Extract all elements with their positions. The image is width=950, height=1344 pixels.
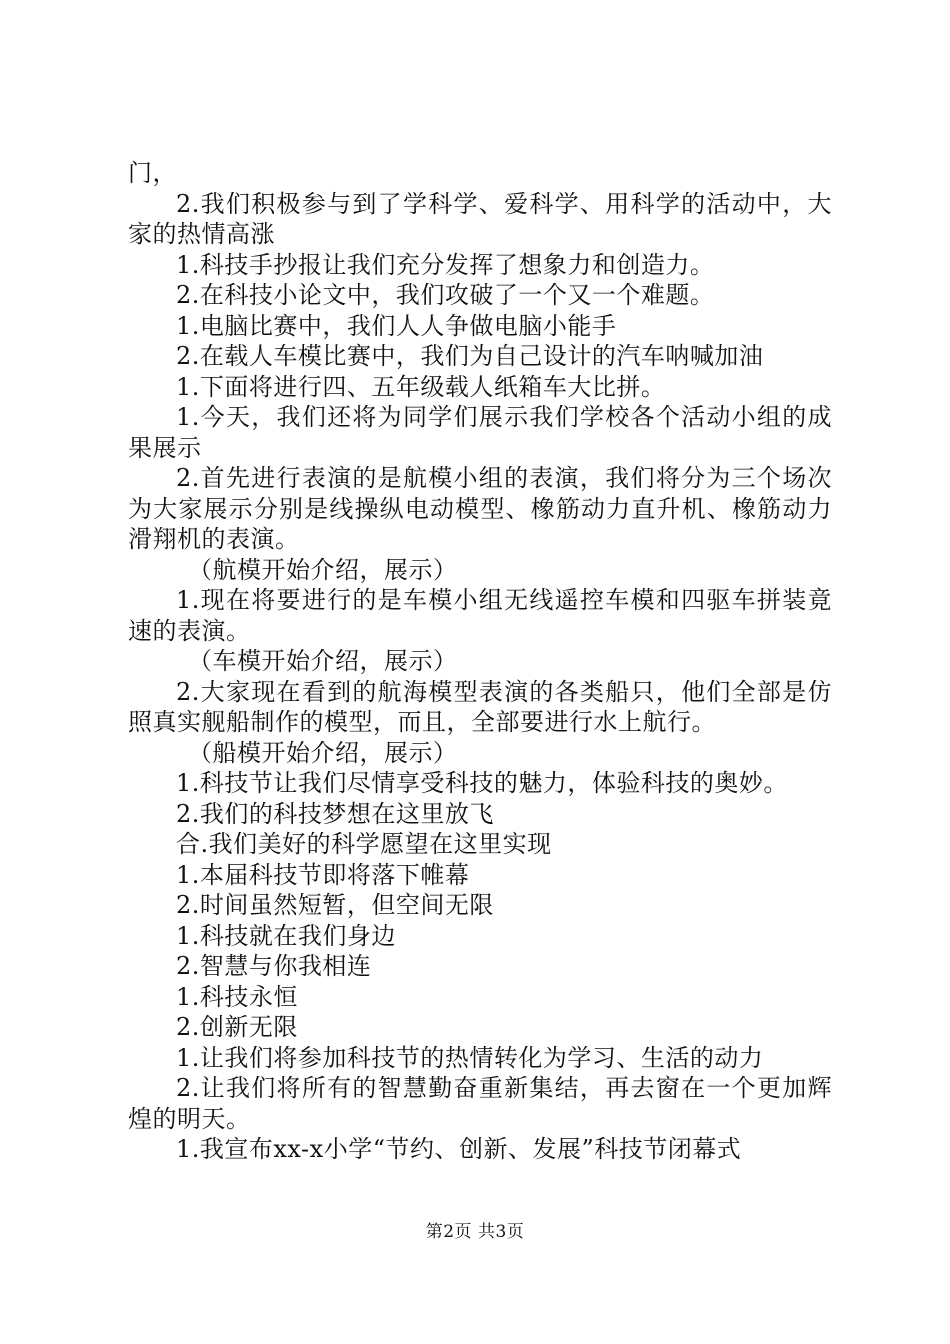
paragraph: 1.下面将进行四、五年级载人纸箱车大比拼。: [176, 372, 666, 401]
page-footer: [0, 1217, 950, 1242]
paragraph: 2.在科技小论文中，我们攻破了一个又一个难题。: [176, 281, 715, 309]
paragraph: 1.科技永恒: [176, 982, 298, 1011]
paragraph: 1.科技就在我们身边: [176, 921, 396, 950]
paragraph: 合.我们美好的科学愿望在这里实现: [176, 830, 552, 858]
paragraph: 2.时间虽然短暂，但空间无限: [176, 891, 494, 919]
paragraph: 1.本届科技节即将落下帷幕: [176, 860, 470, 889]
paragraph: 1.今天，我们还将为同学们展示我们学校各个活动小组的成果展示: [128, 403, 832, 462]
paragraph: 1.现在将要进行的是车模小组无线遥控车模和四驱车拼装竟速的表演。: [128, 586, 832, 645]
paragraph: 2.在载人车模比赛中，我们为自己设计的汽车呐喊加油: [176, 342, 764, 370]
paragraph: 2.我们积极参与到了学科学、爱科学、用科学的活动中，大家的热情高涨: [128, 189, 832, 248]
body-text: [128, 158, 832, 1165]
paragraph: 1.电脑比赛中，我们人人争做电脑小能手: [176, 311, 617, 340]
page-number-label: 第2页 共3页: [425, 1222, 525, 1242]
paragraph: （航模开始介绍，展示）: [188, 555, 458, 584]
paragraph: 1.让我们将参加科技节的热情转化为学习、生活的动力: [176, 1043, 764, 1072]
paragraph: 1.我宣布xx-x小学“节约、创新、发展”科技节闭幕式: [176, 1135, 742, 1163]
paragraph: 2.让我们将所有的智慧勤奋重新集结，再去窗在一个更加辉煌的明天。: [128, 1074, 832, 1133]
paragraph: 2.首先进行表演的是航模小组的表演，我们将分为三个场次为大家展示分别是线操纵电动模型、橡筋动力直升机、橡筋动力滑翔机的表演。: [128, 464, 832, 553]
paragraph: 2.大家现在看到的航海模型表演的各类船只，他们全部是仿照真实舰船制作的模型，而且，全部要进行水上航行。: [128, 677, 832, 736]
paragraph: （车模开始介绍，展示）: [188, 647, 458, 675]
paragraph: 2.智慧与你我相连: [176, 952, 372, 980]
paragraph: （船模开始介绍，展示）: [188, 738, 458, 767]
paragraph: 2.创新无限: [176, 1013, 298, 1041]
paragraph: 门，: [128, 159, 177, 187]
paragraph: 1.科技手抄报让我们充分发挥了想象力和创造力。: [176, 250, 715, 279]
paragraph: 1.科技节让我们尽情享受科技的魅力，体验科技的奥妙。: [176, 769, 788, 797]
paragraph: 2.我们的科技梦想在这里放飞: [176, 799, 494, 828]
